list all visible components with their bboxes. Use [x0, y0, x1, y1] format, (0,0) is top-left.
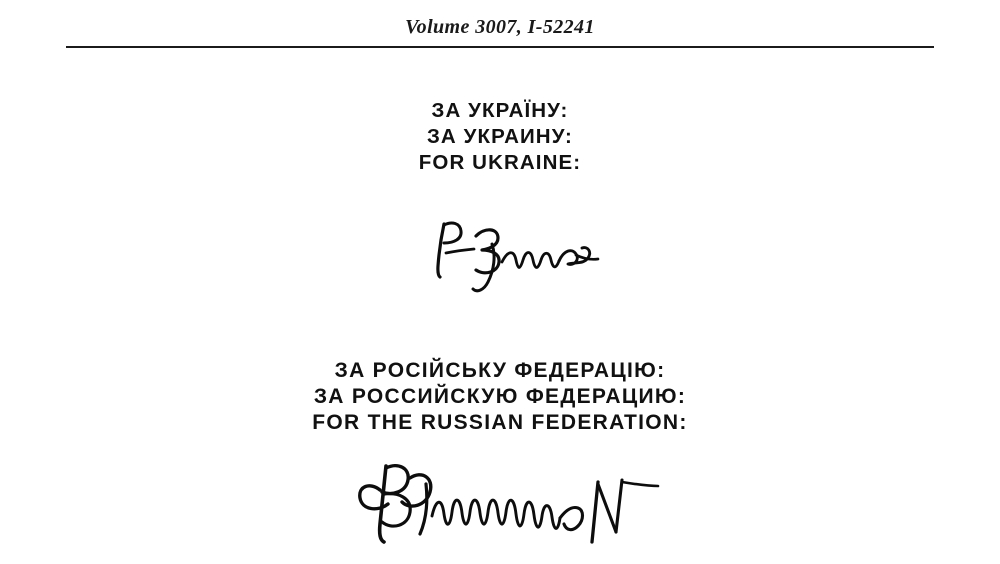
signature-block-russian-federation [0, 358, 1000, 563]
page-running-header [0, 16, 1000, 39]
handwritten-signature-ukraine [430, 210, 1000, 300]
heading-line-english: FOR THE RUSSIAN FEDERATION: [312, 411, 688, 434]
handwritten-signature-russian-federation [340, 458, 1000, 563]
header-divider-rule [66, 46, 934, 48]
heading-line-ukrainian: ЗА УКРАЇНУ: [431, 99, 569, 122]
heading-line-english: FOR UKRAINE: [418, 151, 582, 174]
volume-reference-text: Volume 3007, I-52241 [405, 16, 595, 38]
heading-line-russian: ЗА РОССИЙСКУЮ ФЕДЕРАЦИЮ: [313, 385, 687, 408]
heading-line-russian: ЗА УКРАИНУ: [426, 125, 573, 148]
signature-block-ukraine [0, 98, 1000, 300]
signature-heading-russian-federation [312, 358, 687, 436]
heading-line-ukrainian: ЗА РОСІЙСЬКУ ФЕДЕРАЦІЮ: [334, 359, 666, 382]
signature-heading-ukraine [419, 98, 581, 176]
signature-section [0, 70, 1000, 563]
